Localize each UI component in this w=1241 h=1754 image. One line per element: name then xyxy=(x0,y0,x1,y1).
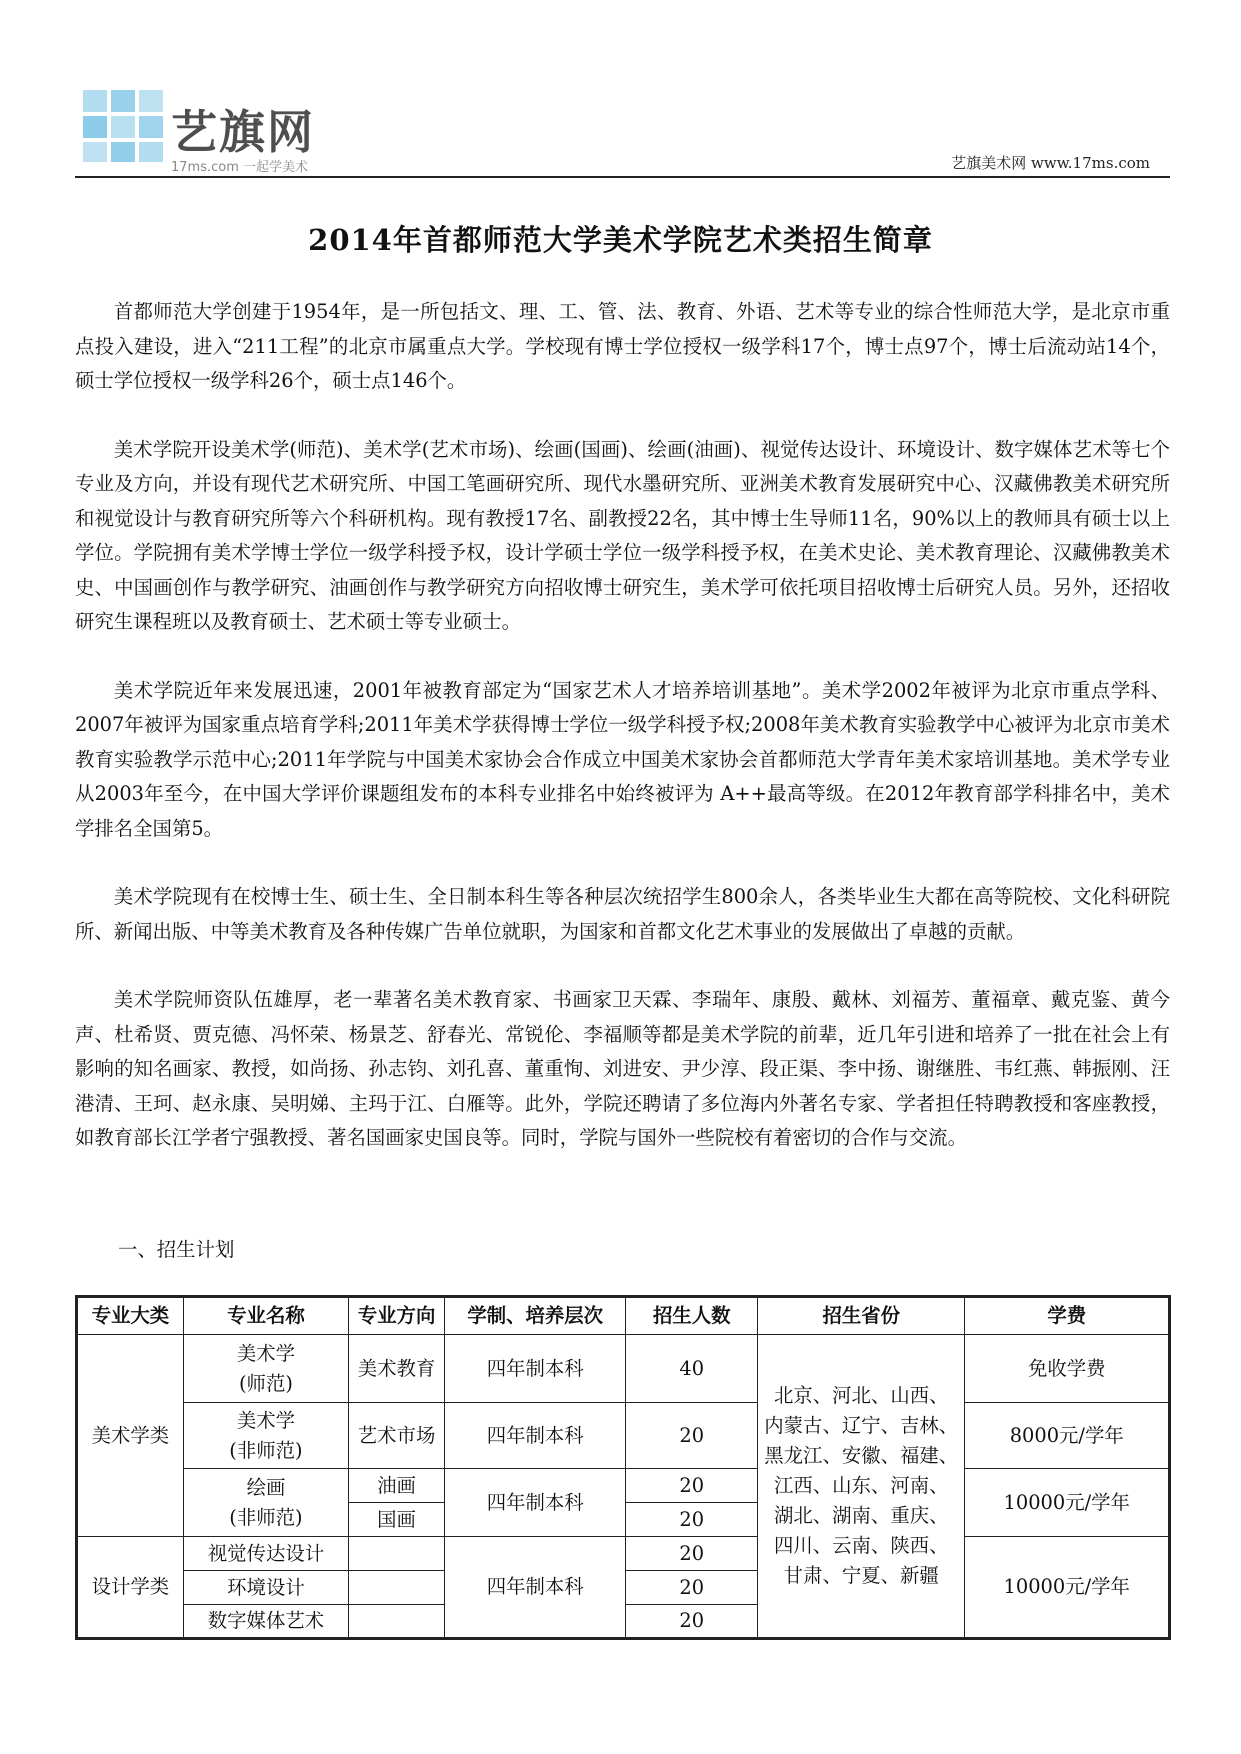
enrollment-plan-table xyxy=(75,1295,1171,1640)
major-cell: 环境设计 xyxy=(183,1571,349,1605)
table-row xyxy=(77,1403,1170,1469)
count-cell: 20 xyxy=(626,1469,758,1503)
level-cell: 四年制本科 xyxy=(444,1335,625,1403)
header-divider xyxy=(75,176,1170,178)
logo-grid-icon xyxy=(83,90,165,162)
count-cell: 20 xyxy=(626,1537,758,1571)
site-label[interactable]: 艺旗美术网 www.17ms.com xyxy=(951,154,1150,172)
direction-cell: 美术教育 xyxy=(349,1335,445,1403)
category-cell: 美术学类 xyxy=(77,1335,184,1537)
page-title: 2014年首都师范大学美术学院艺术类招生简章 xyxy=(308,223,933,257)
paragraph-intro: 首都师范大学创建于1954年，是一所包括文、理、工、管、法、教育、外语、艺术等专业的综合性师范大学，是北京市重点投入建设，进入“211工程”的北京市属重点大学。学校现有博士学位授权一级学科17个，博士点97个，博士后流动站14个，硕士学位授权一级学科26个，硕士点146个。 xyxy=(75,300,1170,392)
provinces-cell: 北京、河北、山西、 内蒙古、辽宁、吉林、 黑龙江、安徽、福建、 江西、山东、河南、 湖北、湖南、重庆、 四川、云南、陕西、 甘肃、宁夏、新疆 xyxy=(758,1335,965,1639)
paragraph-programs: 美术学院开设美术学(师范)、美术学(艺术市场)、绘画(国画)、绘画(油画)、视觉传达设计、环境设计、数字媒体艺术等七个专业及方向，并设有现代艺术研究所、中国工笔画研究所、现代水墨研究所、亚洲美术教育发展研究中心、汉藏佛教美术研究所和视觉设计与教育研究所等六个科研机构。现有教授17名、副教授22名，其中博士生导师11名，90%以上的教师具有硕士以上学位。学院拥有美术学博士学位一级学科授予权，设计学硕士学位一级学科授予权，在美术史论、美术教育理论、汉藏佛教美术史、中国画创作与教学研究、油画创作与教学研究方向招收博士研究生，美术学可依托项目招收博士后研究人员。另外，还招收研究生课程班以及教育硕士、艺术硕士等专业硕士。 xyxy=(75,437,1170,633)
paragraph-students: 美术学院现有在校博士生、硕士生、全日制本科生等各种层次统招学生800余人，各类毕业生大都在高等院校、文化科研院所、新闻出版、中等美术教育及各种传媒广告单位就职，为国家和首都文化艺术事业的发展做出了卓越的贡献。 xyxy=(75,885,1170,943)
level-cell: 四年制本科 xyxy=(444,1403,625,1469)
level-cell: 四年制本科 xyxy=(444,1469,625,1537)
logo-text: 艺旗网 xyxy=(171,105,315,159)
logo-subtitle: 17ms.com 一起学美术 xyxy=(171,160,309,175)
direction-cell xyxy=(349,1537,445,1571)
direction-cell: 国画 xyxy=(349,1503,445,1537)
table-row xyxy=(77,1537,1170,1571)
major-cell: 视觉传达设计 xyxy=(183,1537,349,1571)
col-header-provinces: 招生省份 xyxy=(758,1297,965,1335)
category-cell: 设计学类 xyxy=(77,1537,184,1639)
direction-cell xyxy=(349,1571,445,1605)
col-header-count: 招生人数 xyxy=(626,1297,758,1335)
major-cell: 美术学 (非师范) xyxy=(183,1403,349,1469)
fee-cell: 10000元/学年 xyxy=(965,1537,1170,1639)
table-header-row xyxy=(77,1297,1170,1335)
count-cell: 40 xyxy=(626,1335,758,1403)
count-cell: 20 xyxy=(626,1503,758,1537)
fee-cell: 10000元/学年 xyxy=(965,1469,1170,1537)
count-cell: 20 xyxy=(626,1571,758,1605)
paragraph-faculty: 美术学院师资队伍雄厚，老一辈著名美术教育家、书画家卫天霖、李瑞年、康殷、戴林、刘福芳、董福章、戴克鉴、黄今声、杜希贤、贾克德、冯怀荣、杨景芝、舒春光、常锐伦、李福顺等都是美术学院的前辈，近几年引进和培养了一批在社会上有影响的知名画家、教授，如尚扬、孙志钧、刘孔喜、董重恂、刘进安、尹少淳、段正渠、李中扬、谢继胜、韦红燕、韩振刚、汪港清、王珂、赵永康、吴明娣、主玛于江、白雁等。此外，学院还聘请了多位海内外著名专家、学者担任特聘教授和客座教授，如教育部长江学者宁强教授、著名国画家史国良等。同时，学院与国外一些院校有着密切的合作与交流。 xyxy=(75,988,1170,1149)
col-header-direction: 专业方向 xyxy=(349,1297,445,1335)
direction-cell: 艺术市场 xyxy=(349,1403,445,1469)
col-header-level: 学制、培养层次 xyxy=(444,1297,625,1335)
count-cell: 20 xyxy=(626,1403,758,1469)
site-logo[interactable] xyxy=(75,90,375,175)
col-header-major: 专业名称 xyxy=(183,1297,349,1335)
col-header-category: 专业大类 xyxy=(77,1297,184,1335)
page-header xyxy=(75,80,1170,180)
level-cell: 四年制本科 xyxy=(444,1537,625,1639)
paragraph-development: 美术学院近年来发展迅速，2001年被教育部定为“国家艺术人才培养培训基地”。美术学2002年被评为北京市重点学科、2007年被评为国家重点培育学科;2011年美术学获得博士学位一级学科授予权;2008年美术教育实验教学中心被评为北京市美术教育实验教学示范中心;2011年学院与中国美术家协会合作成立中国美术家协会首都师范大学青年美术家培训基地。美术学专业从2003年至今，在中国大学评价课题组发布的本科专业排名中始终被评为 A++最高等级。在2012年教育部学科排名中，美术学排名全国第5。 xyxy=(75,678,1170,840)
direction-cell: 油画 xyxy=(349,1469,445,1503)
table-row xyxy=(77,1335,1170,1403)
count-cell: 20 xyxy=(626,1605,758,1639)
major-cell: 绘画 (非师范) xyxy=(183,1469,349,1537)
fee-cell: 免收学费 xyxy=(965,1335,1170,1403)
table-row xyxy=(77,1469,1170,1503)
col-header-fee: 学费 xyxy=(965,1297,1170,1335)
major-cell: 数字媒体艺术 xyxy=(183,1605,349,1639)
major-cell: 美术学 (师范) xyxy=(183,1335,349,1403)
section-heading: 一、招生计划 xyxy=(118,1238,235,1261)
fee-cell: 8000元/学年 xyxy=(965,1403,1170,1469)
direction-cell xyxy=(349,1605,445,1639)
body-text xyxy=(75,295,1170,1190)
